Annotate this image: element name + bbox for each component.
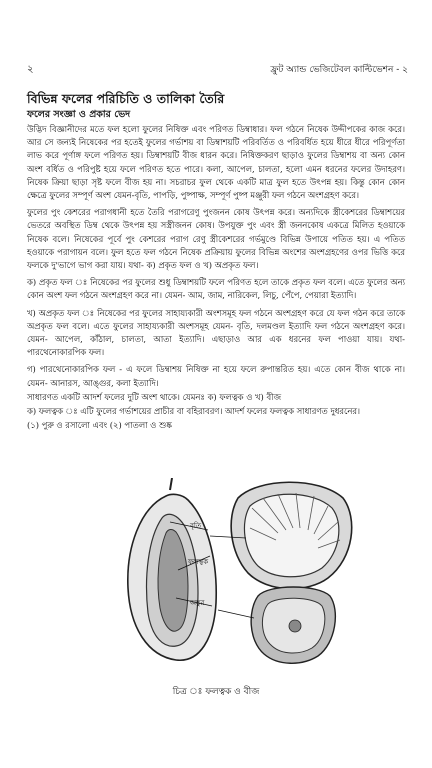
label-pericarp: ফলত্বক bbox=[188, 558, 209, 566]
running-title: ফ্রুট অ্যান্ড ভেজিটেবল কাল্টিভেশন - ২ bbox=[270, 65, 408, 75]
label-petiole: বৃতি bbox=[190, 522, 202, 530]
paragraph-true-fruit: ক) প্রকৃত ফল ঃ নিষেকের পর ফুলের শুধু ডিম্বাশয়টি ফলে পরিণত হলে তাকে প্রকৃত ফল বলে। এতে ফুলের অন্য কোন অংশ ফল গঠনে অংশগ্রহণ করে না। যেমন- আম, জাম, নারিকেল, লিচু, পেঁপে, পেয়ারা ইত্যাদি। bbox=[27, 277, 405, 301]
paragraph-fruit-parts: সাধারণত একটি আদর্শ ফলের দুটি অংশ থাকে। যেমনঃ ক) ফলত্বক ও খ) বীজ bbox=[27, 391, 281, 402]
paragraph-parthenocarpic: গ) পারথেনোকারপিক ফল - এ ফলে ডিম্বাশয় নিষিক্ত না হয়ে ফলে রুপান্তরিত হয়। এতে কোন বীজ থাকে না। যেমন- আনারস, আঙ্গুর, কলা ইত্যাদি। bbox=[27, 364, 405, 388]
paragraph-pericarp-types: (১) পুরু ও রসালো এবং (২) পাতলা ও শুষ্ক bbox=[27, 420, 172, 431]
mango-drawing bbox=[128, 478, 216, 660]
paragraph-fruit-definition: উদ্ভিদ বিজ্ঞানীদের মতে ফল হলো ফুলের নিষিক্ত এবং পরিণত ডিম্বাধার। ফল গঠনে নিষেক উদ্দীপকের কাজ করে। আর সে জন্যই নিষেকের পর হতেই ফুলের গর্ভাশয় বা ডিম্বাশয়টি পরিবর্তিত ও পরিবর্ধিত হয়ে ধীরে ধীরে পরিপূর্ণতা লাভ করে পূর্ণাঙ্গ ফলে পরিণত হয়। ডিম্বাশয়টি বীজ ধারন করে। নিষিক্তকরণ ছাড়াও ফুলের ডিম্বাশয় বা অন্য কোন অংশ বর্ধিত ও পরিপুষ্ট হয়ে ফলে পরিণত হতে পারে। কলা, আপেল, চালতা, হলো এমন ধরনের ফলের উদাহরণ। নিষেক ক্রিয়া ছাড়া সৃষ্ট ফলে বীজ হয় না। সচরাচর ফুল থেকে একটি মাত্র ফুল হতে উৎপন্ন হয়। কিন্তু কোন কোন ক্ষেত্রে ফুলের সম্পূর্ণ অংশ যেমন-বৃতি, পাপড়ি, পুষ্পাক্ষ, সম্পূর্ণ পুষ্প মঞ্জুরী ফল গঠনে অংশগ্রহণ করে। bbox=[27, 124, 405, 201]
label-seed: অঙ্কুর bbox=[190, 599, 205, 607]
section-subtitle: ফলের সংজ্ঞা ও প্রকার ভেদ bbox=[27, 109, 131, 120]
fruit-diagram-svg bbox=[118, 478, 358, 678]
paragraph-fertilization: ফুলের পুং কেশরের পরাগধানী হতে তৈরি পরাগরেণু পুংজনন কোষ উৎপন্ন করে। অন্যদিকে স্ত্রীকেশরের ডিম্বাশয়ের ভেতরে অবস্থিত ডিম্ব থেকে উৎপন্ন হয় সস্ত্রীজনন কোষ। উপযুক্ত পুং এবং স্ত্রী জননকোষ একত্রে মিলিত হওয়াকে নিষেক বলে। নিষেকের পূর্বে পুং কেশরের পরাগ রেণু স্ত্রীকেশরের গর্ভমুণ্ডে বিভিন্ন উপায়ে পতিত হয়। এ পতিত হওয়াকে পরাগায়ন বলে। ফুল হতে ফল গঠনে নিষেক প্রক্রিয়ায় ফুলের বিভিন্ন অংশের অংশগ্রহণের ওপর ভিত্তি করে ফলকে দু'ভাগে ভাগ করা যায়। যথা- ক) প্রকৃত ফল ও খ) অপ্রকৃত ফল। bbox=[27, 207, 405, 271]
section-title: বিভিন্ন ফলের পরিচিতি ও তালিকা তৈরি bbox=[27, 91, 225, 106]
fruit-diagram bbox=[118, 478, 358, 678]
page-body bbox=[27, 91, 405, 433]
page-number: ২ bbox=[27, 64, 34, 75]
paragraph-false-fruit: খ) অপ্রকৃত ফল ঃ নিষেকের পর ফুলের সাহায্যকারী অংশসমূহ ফল গঠনে অংশগ্রহণ করে যে ফল গঠন করে তাকে অপ্রকৃত ফল বলে। এতে ফুলের সাহায্যকারী অংশসমূহ যেমন- বৃতি, দলমণ্ডল ইত্যাদি ফল গঠনে অংশগ্রহণ করে। যেমন- আপেল, কাঁঠাল, চালতা, আতা ইত্যাদি। এছাড়াও আর এক ধরনের ফল পাওয়া যায়। যথা- পারথেনোকারপিক ফল। bbox=[27, 307, 405, 358]
paragraph-pericarp: ক) ফলত্বক ঃ এটি ফুলের গর্ভাশয়ের প্রাচীর বা বহিরাবরণ। আদর্শ ফলের ফলত্বক সাধারণত দুধরনের। bbox=[27, 406, 361, 417]
figure-caption: চিত্র ঃ ফলত্বক ও বীজ bbox=[172, 687, 260, 697]
page-header bbox=[27, 62, 408, 76]
coconut-drawing bbox=[231, 482, 352, 663]
